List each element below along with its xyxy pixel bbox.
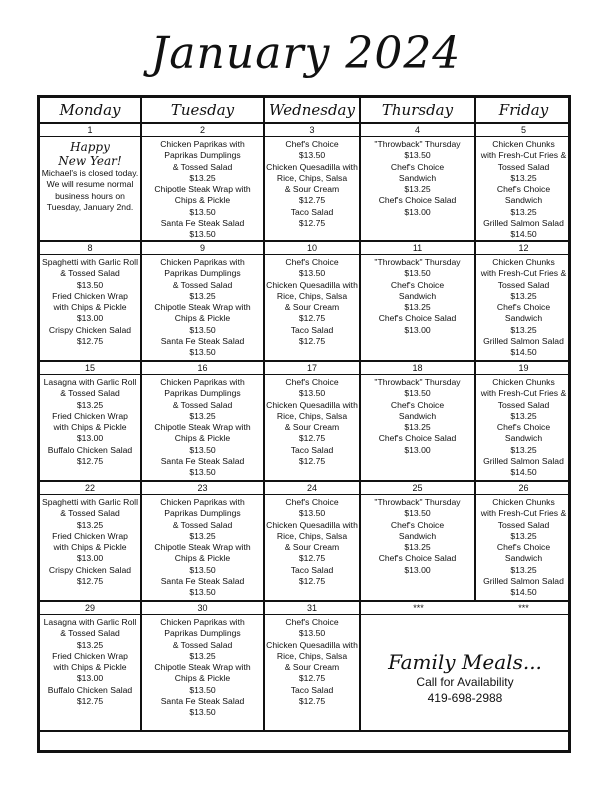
menu-items: Chef's Choice $13.50 Chicken Quesadilla with Rice, Chips, Salsa & Sour Cream $12.75 Taco Salad $12.75 xyxy=(266,377,358,467)
date-number: 29 xyxy=(40,602,140,615)
day-cell xyxy=(476,242,571,362)
date-number: 5 xyxy=(476,124,571,137)
date-number: 25 xyxy=(361,482,474,495)
date-number: 11 xyxy=(361,242,474,255)
day-header-thursday: Thursday xyxy=(361,98,476,124)
date-number: *** xyxy=(476,602,571,615)
menu-items: Chef's Choice $13.50 Chicken Quesadilla with Rice, Chips, Salsa & Sour Cream $12.75 Taco Salad $12.75 xyxy=(266,617,358,707)
menu-items: Chicken Paprikas with Paprikas Dumplings & Tossed Salad $13.25 Chipotle Steak Wrap with Chips & Pickle $13.50 Santa Fe Steak Salad $13.50 xyxy=(154,497,251,598)
date-number: 2 xyxy=(142,124,263,137)
day-cell xyxy=(265,362,361,482)
menu-items: Chef's Choice $13.50 Chicken Quesadilla with Rice, Chips, Salsa & Sour Cream $12.75 Taco Salad $12.75 xyxy=(266,497,358,587)
day-cell xyxy=(476,124,571,242)
day-cell xyxy=(40,482,142,602)
menu-items: Chicken Chunks with Fresh-Cut Fries & Tossed Salad $13.25 Chef's Choice Sandwich $13.25 Grilled Salmon Salad $14.50 xyxy=(480,497,567,598)
day-cell xyxy=(265,602,361,730)
menu-items: Spaghetti with Garlic Roll & Tossed Salad $13.25 Fried Chicken Wrap with Chips & Pickle $13.00 Crispy Chicken Salad $12.75 xyxy=(41,497,138,587)
date-number: 3 xyxy=(265,124,359,137)
menu-items: Chicken Chunks with Fresh-Cut Fries & Tossed Salad $13.25 Chef's Choice Sandwich $13.25 Grilled Salmon Salad $14.50 xyxy=(480,139,567,240)
date-number: 1 xyxy=(40,124,140,137)
date-number: 26 xyxy=(476,482,571,495)
menu-items: Chicken Chunks with Fresh-Cut Fries & Tossed Salad $13.25 Chef's Choice Sandwich $13.25 Grilled Salmon Salad $14.50 xyxy=(480,377,567,478)
family-meals-box xyxy=(362,650,568,706)
day-cell xyxy=(361,362,476,482)
day-header-wednesday: Wednesday xyxy=(265,98,361,124)
bottom-strip xyxy=(40,730,568,732)
menu-items: Chicken Paprikas with Paprikas Dumplings & Tossed Salad $13.25 Chipotle Steak Wrap with Chips & Pickle $13.50 Santa Fe Steak Salad $13.50 xyxy=(154,257,251,358)
date-number: 10 xyxy=(265,242,359,255)
day-cell xyxy=(265,242,361,362)
menu-items: Chicken Paprikas with Paprikas Dumplings & Tossed Salad $13.25 Chipotle Steak Wrap with Chips & Pickle $13.50 Santa Fe Steak Salad $13.50 xyxy=(154,617,251,718)
day-cell xyxy=(361,482,476,602)
menu-items: "Throwback" Thursday $13.50 Chef's Choice Sandwich $13.25 Chef's Choice Salad $13.00 xyxy=(374,497,461,575)
date-number: 24 xyxy=(265,482,359,495)
date-number: *** xyxy=(361,602,476,615)
date-number: 8 xyxy=(40,242,140,255)
date-number: 30 xyxy=(142,602,263,615)
day-cell xyxy=(142,242,265,362)
page-title: January 2024 xyxy=(150,28,462,79)
day-cell xyxy=(142,362,265,482)
date-number: 22 xyxy=(40,482,140,495)
menu-items: Chef's Choice $13.50 Chicken Quesadilla with Rice, Chips, Salsa & Sour Cream $12.75 Taco Salad $12.75 xyxy=(266,257,358,347)
date-number: 23 xyxy=(142,482,263,495)
menu-items: Chef's Choice $13.50 Chicken Quesadilla with Rice, Chips, Salsa & Sour Cream $12.75 Taco Salad $12.75 xyxy=(266,139,358,229)
day-cell xyxy=(476,362,571,482)
date-number: 15 xyxy=(40,362,140,375)
menu-items: Spaghetti with Garlic Roll & Tossed Salad $13.50 Fried Chicken Wrap with Chips & Pickle $13.00 Crispy Chicken Salad $12.75 xyxy=(41,257,138,347)
menu-items: "Throwback" Thursday $13.50 Chef's Choice Sandwich $13.25 Chef's Choice Salad $13.00 xyxy=(374,139,461,217)
new-year-greeting: Happy New Year! xyxy=(58,140,122,168)
date-number: 17 xyxy=(265,362,359,375)
day-cell xyxy=(142,602,265,730)
day-cell xyxy=(40,602,142,730)
day-cell xyxy=(361,242,476,362)
day-header-tuesday: Tuesday xyxy=(142,98,265,124)
date-number: 12 xyxy=(476,242,571,255)
family-meals-title: Family Meals... xyxy=(388,650,542,674)
day-cell xyxy=(361,124,476,242)
menu-items: Chicken Paprikas with Paprikas Dumplings & Tossed Salad $13.25 Chipotle Steak Wrap with Chips & Pickle $13.50 Santa Fe Steak Salad $13.50 xyxy=(154,377,251,478)
menu-items: Lasagna with Garlic Roll & Tossed Salad $13.25 Fried Chicken Wrap with Chips & Pickle $13.00 Buffalo Chicken Salad $12.75 xyxy=(43,617,137,707)
day-header-monday: Monday xyxy=(40,98,142,124)
menu-items: Chicken Paprikas with Paprikas Dumplings & Tossed Salad $13.25 Chipotle Steak Wrap with Chips & Pickle $13.50 Santa Fe Steak Salad $13.50 xyxy=(154,139,251,240)
day-cell xyxy=(40,242,142,362)
menu-items: Chicken Chunks with Fresh-Cut Fries & Tossed Salad $13.25 Chef's Choice Sandwich $13.25 Grilled Salmon Salad $14.50 xyxy=(480,257,567,358)
day-cell xyxy=(265,482,361,602)
day-cell xyxy=(265,124,361,242)
date-number: 9 xyxy=(142,242,263,255)
availability-text: Call for Availability xyxy=(416,675,514,689)
date-number: 31 xyxy=(265,602,359,615)
menu-items: "Throwback" Thursday $13.50 Chef's Choice Sandwich $13.25 Chef's Choice Salad $13.00 xyxy=(374,257,461,335)
day-cell xyxy=(142,124,265,242)
day-cell xyxy=(40,124,142,242)
day-cell xyxy=(476,482,571,602)
date-number: 4 xyxy=(361,124,474,137)
date-number: 16 xyxy=(142,362,263,375)
date-number: 18 xyxy=(361,362,474,375)
day-cell xyxy=(142,482,265,602)
phone-number: 419-698-2988 xyxy=(427,691,503,705)
menu-items: Lasagna with Garlic Roll & Tossed Salad $13.25 Fried Chicken Wrap with Chips & Pickle $13.00 Buffalo Chicken Salad $12.75 xyxy=(43,377,137,467)
day-cell xyxy=(40,362,142,482)
day-header-friday: Friday xyxy=(476,98,571,124)
closed-notice: Michael's is closed today. We will resume normal business hours on Tuesday, January 2nd. xyxy=(41,168,139,212)
date-number: 19 xyxy=(476,362,571,375)
menu-items: "Throwback" Thursday $13.50 Chef's Choice Sandwich $13.25 Chef's Choice Salad $13.00 xyxy=(374,377,461,455)
